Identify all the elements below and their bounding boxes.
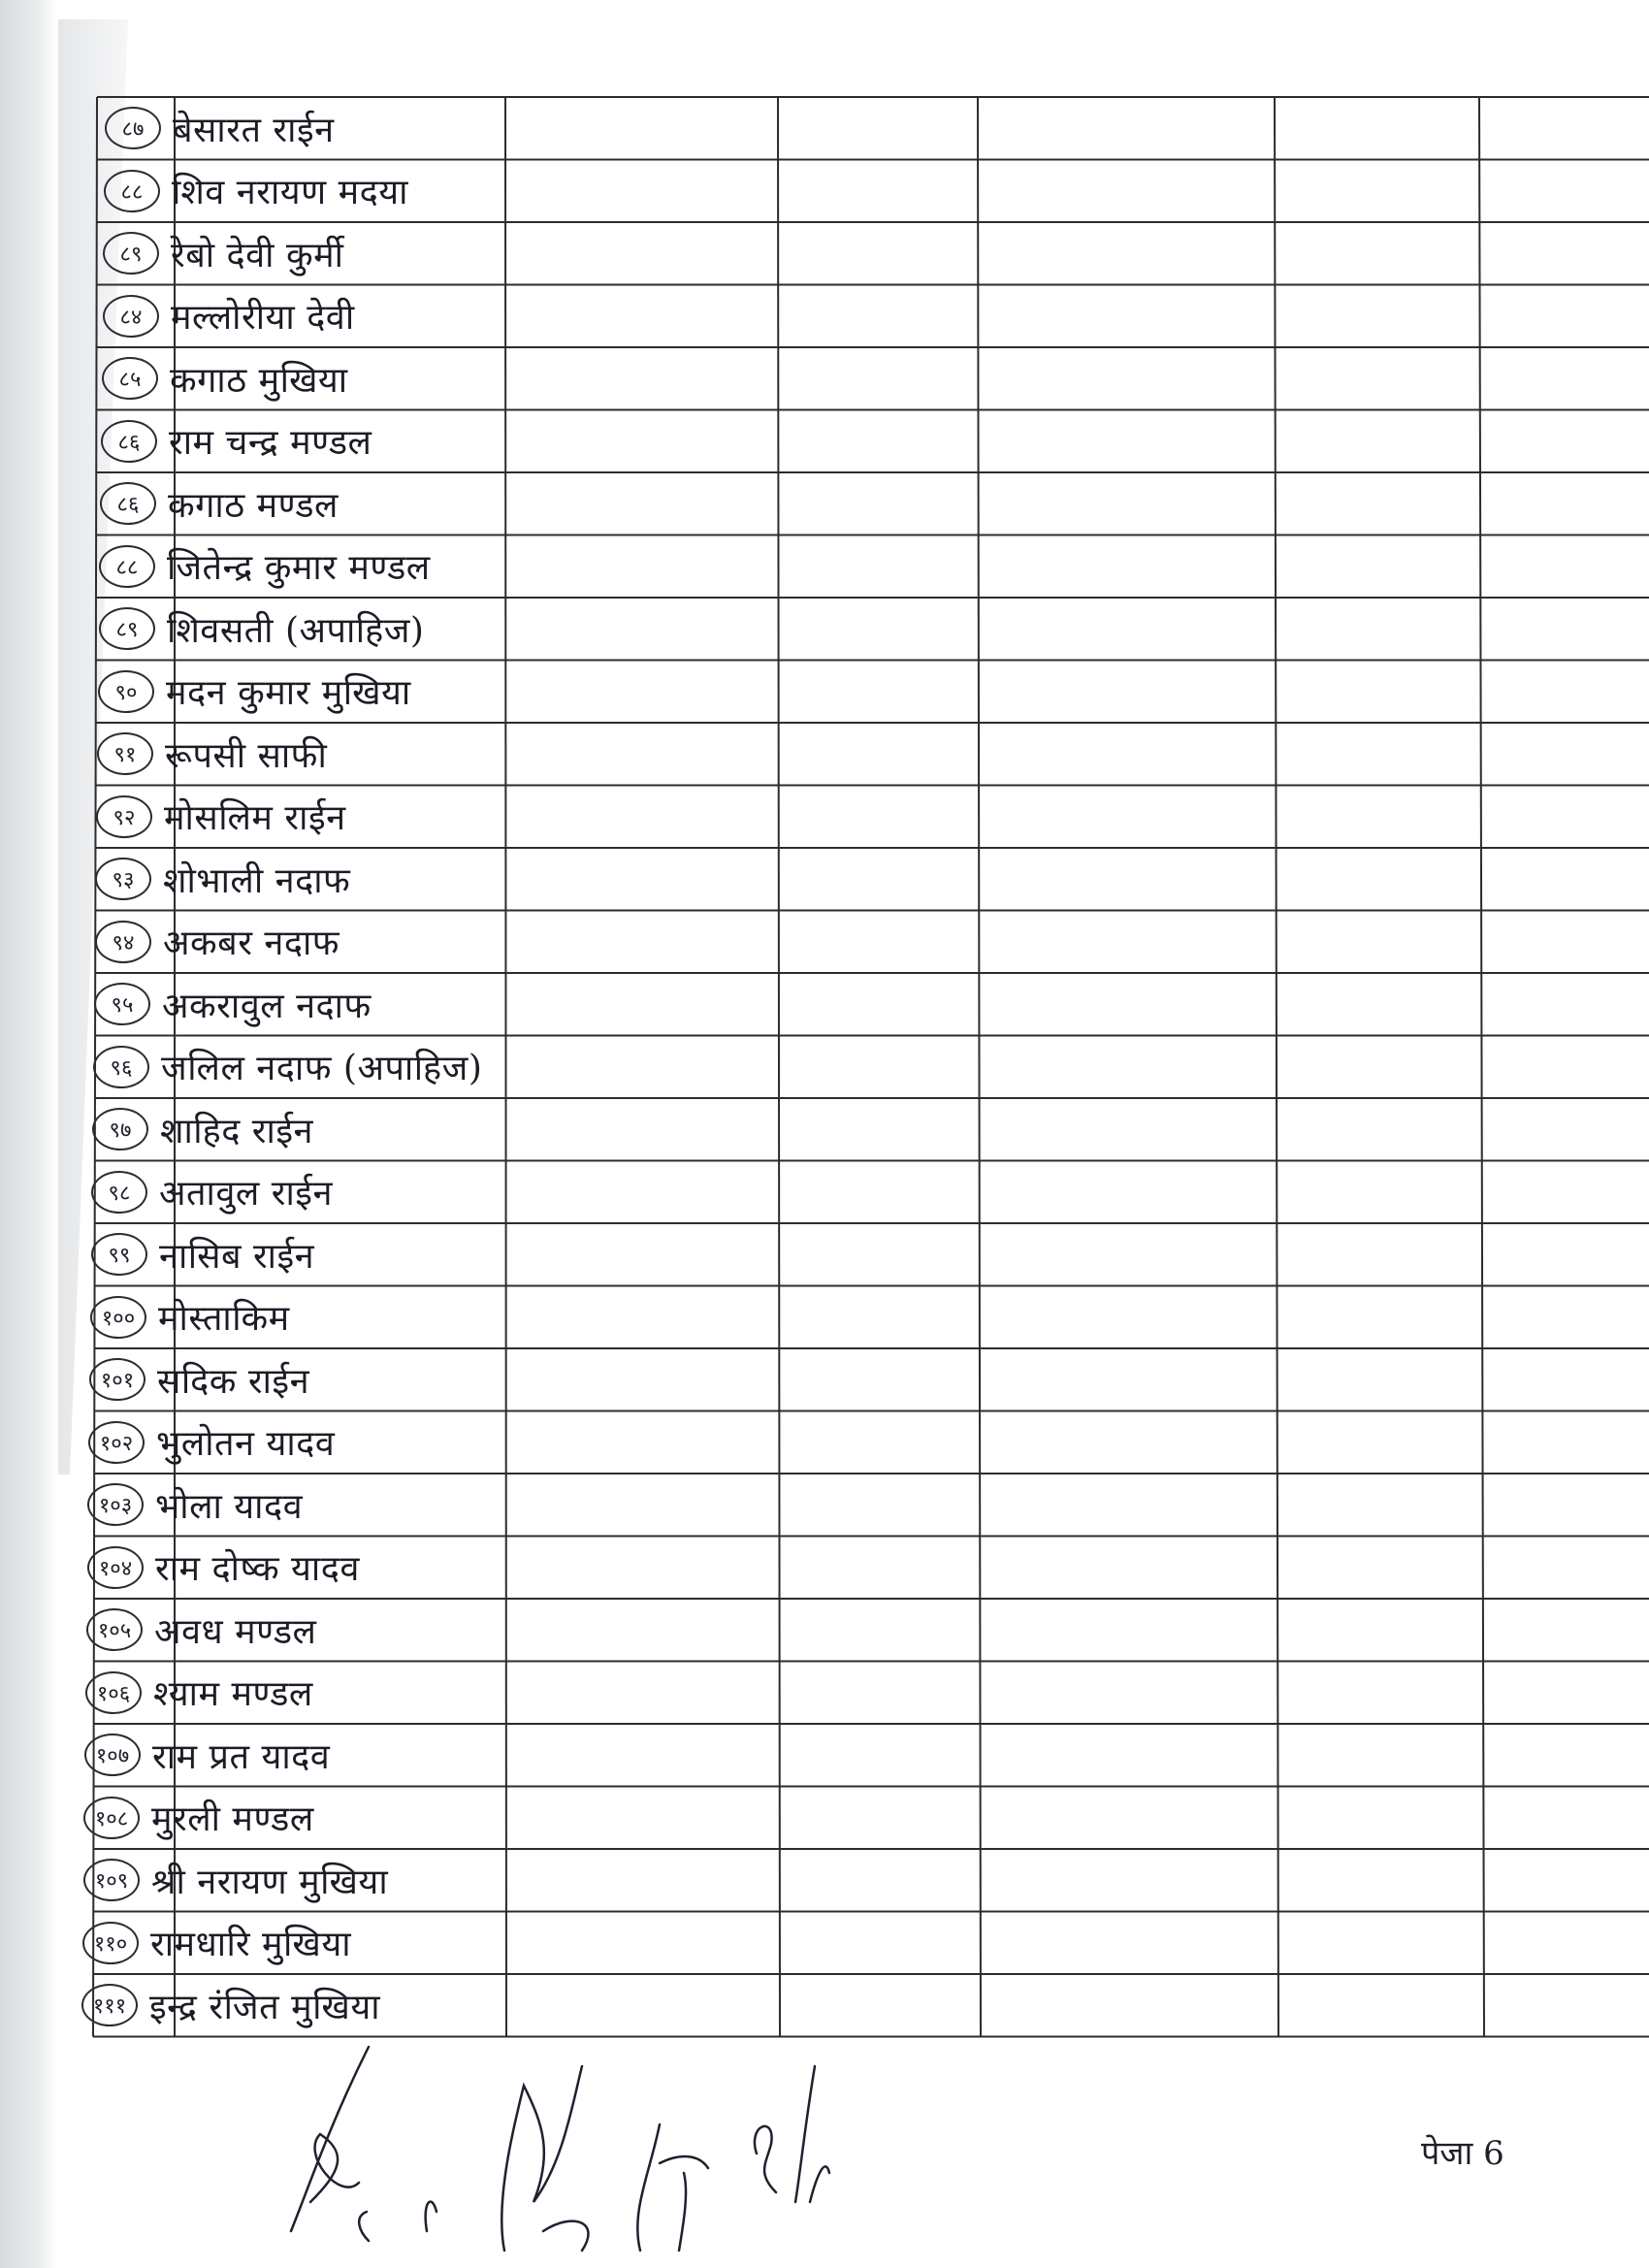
table-row [93, 1038, 482, 1096]
row-name: कगाठ मुखिया [170, 360, 348, 401]
table-row [97, 725, 327, 783]
row-name: राम चन्द्र मण्डल [169, 423, 372, 463]
row-serial-number: ८९ [103, 232, 159, 275]
table-row [101, 412, 372, 470]
row-serial-number: ८५ [102, 357, 158, 400]
row-name: मोस्ताकिम [158, 1299, 290, 1339]
row-name: नासिब राईन [159, 1236, 315, 1277]
table-row [100, 474, 339, 533]
row-name: मोसलिम राईन [164, 798, 346, 838]
row-serial-number: ८६ [101, 420, 157, 463]
signatures [252, 2008, 883, 2260]
row-serial-number: ८७ [105, 107, 161, 149]
table-row [92, 1100, 313, 1158]
table-row [99, 599, 424, 658]
table-row [94, 975, 372, 1033]
row-serial-number: १०४ [87, 1546, 144, 1589]
row-name: रूपसी साफी [165, 735, 328, 776]
table-row [105, 99, 335, 157]
row-serial-number: ९७ [92, 1108, 148, 1150]
row-serial-number: १०२ [88, 1421, 145, 1464]
table-row [88, 1413, 335, 1472]
table-row [90, 1288, 290, 1346]
row-serial-number: १०१ [89, 1358, 146, 1401]
table-row [102, 349, 348, 407]
row-name: अतावुल राईन [159, 1174, 333, 1214]
row-serial-number: ९० [98, 670, 154, 713]
row-name: शिवसती (अपाहिज) [167, 610, 425, 651]
row-serial-number: १०० [90, 1296, 146, 1339]
row-name: भोला यादव [155, 1486, 304, 1527]
row-name: भुलोतन यादव [156, 1424, 336, 1464]
row-serial-number: ८४ [103, 295, 159, 338]
table-row [82, 1914, 351, 1972]
row-serial-number: ९५ [94, 983, 150, 1025]
row-serial-number: ११० [82, 1922, 139, 1964]
row-name: शाहिद राईन [160, 1111, 314, 1151]
row-name: बेसारत राईन [173, 110, 335, 150]
table-row [87, 1539, 360, 1597]
row-serial-number: ९६ [93, 1046, 149, 1088]
row-serial-number: १०९ [83, 1859, 140, 1901]
row-name: जितेन्द्र कुमार मण्डल [167, 548, 431, 588]
row-name: राम दोष्क यादव [155, 1549, 360, 1589]
table-row [84, 1726, 330, 1784]
table-row [85, 1664, 313, 1722]
table-row [86, 1601, 316, 1659]
table-row [104, 162, 408, 220]
table-row [91, 1163, 333, 1221]
table-row [91, 1225, 314, 1283]
table-row [99, 537, 431, 596]
row-name: राम प्रत यादव [152, 1736, 331, 1777]
row-serial-number: ९२ [96, 795, 152, 838]
signature-3 [501, 2066, 588, 2251]
row-name: मदन कुमार मुखिया [166, 673, 411, 713]
row-serial-number: १११ [81, 1984, 138, 2026]
row-name: अकबर नदाफ [163, 923, 340, 963]
row-name: मल्लोरीया देवी [171, 298, 355, 338]
table-row [95, 913, 340, 971]
table-row [103, 224, 343, 282]
row-name: मुरली मण्डल [151, 1799, 314, 1839]
row-serial-number: ९३ [95, 858, 151, 900]
row-name: श्याम मण्डल [153, 1674, 313, 1714]
table-row [89, 1350, 309, 1409]
table-row [103, 287, 355, 345]
row-serial-number: ९९ [91, 1233, 147, 1276]
row-serial-number: ८८ [104, 170, 160, 212]
row-serial-number: ९८ [91, 1171, 147, 1214]
row-name: रामधारि मुखिया [150, 1925, 352, 1964]
signature-1 [291, 2047, 369, 2231]
row-name: शोभाली नदाफ [163, 860, 351, 901]
table-row [87, 1475, 303, 1534]
row-serial-number: ९४ [95, 921, 151, 963]
row-serial-number: ८८ [99, 545, 155, 588]
row-name: सदिक राईन [157, 1361, 310, 1402]
row-serial-number: १०३ [87, 1483, 144, 1526]
row-serial-number: १०७ [84, 1733, 141, 1776]
row-name: रेबो देवी कुर्मी [171, 235, 344, 275]
row-name: शिव नरायण मदया [172, 173, 408, 212]
table-row [96, 788, 346, 846]
row-serial-number: १०६ [85, 1671, 142, 1714]
row-serial-number: १०८ [83, 1797, 140, 1839]
row-name: अवध मण्डल [154, 1611, 317, 1652]
row-serial-number: ८६ [100, 482, 156, 525]
table-row [98, 663, 411, 721]
row-name: कगाठ मण्डल [168, 485, 339, 526]
row-name: श्री नरायण मुखिया [151, 1862, 389, 1902]
table-row [95, 850, 350, 908]
row-serial-number: ९१ [97, 732, 153, 775]
signature-2 [359, 2202, 436, 2241]
signature-5 [755, 2066, 829, 2202]
page-number-note: पेजा 6 [1421, 2134, 1504, 2173]
row-serial-number: १०५ [86, 1608, 143, 1651]
row-name: इन्द्र रंजित मुखिया [149, 1987, 381, 2027]
table-row [83, 1851, 388, 1909]
signature-4 [637, 2124, 708, 2251]
row-name: अकरावुल नदाफ [162, 986, 372, 1026]
row-serial-number: ८९ [99, 607, 155, 650]
table-row [83, 1789, 314, 1847]
row-name: जलिल नदाफ (अपाहिज) [161, 1049, 483, 1088]
